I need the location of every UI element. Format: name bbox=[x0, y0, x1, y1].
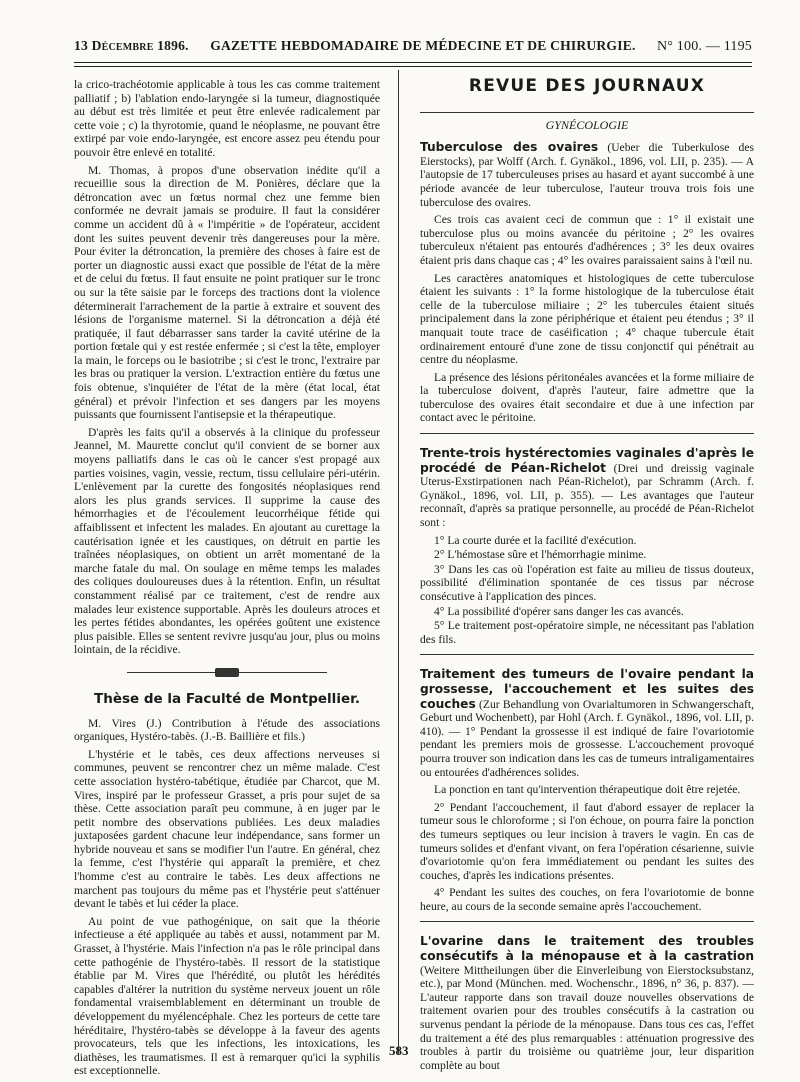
article-intro: (Ueber die Tuberkulose des Eierstocks), par Wolff (Arch. f. Gynäkol., 1896, vol. LII, p. 235). — A l'autopsie de 17 tuberculeuses prises au hasard et ayant succombé à une période avancée de leur tuberculose, l'auteur trouva trois fois une tuberculose des ovaires. bbox=[420, 141, 754, 209]
paragraph: 4° Pendant les suites des couches, on fera l'ovariotomie de bonne heure, au cours de la seconde semaine après l'accouchement. bbox=[420, 886, 754, 913]
list-item: 3° Dans les cas où l'opération est faite au milieu de tissus douteux, possibilité d'élimination spontanée de ces tissus par nécrose consécutive à l'application des pinces. bbox=[420, 562, 754, 603]
header-rule bbox=[74, 62, 752, 63]
header-page-ref: N° 100. — 1195 bbox=[657, 39, 752, 54]
list-item: 4° La possibilité d'opérer sans danger les cas avancés. bbox=[434, 604, 684, 618]
paragraph: M. Thomas, à propos d'une observation inédite qu'il a recueillie sous la direction de M. Ponières, déclare que la détroncation avec un fœtus normal chez une femme bien conformée ne devrait jamais se produire. Il faut la considérer comme un accident dû à « l'impéritie » de l'opérateur, accident dont les suites peuvent devenir très dangereuses pour la mère. Pour éviter la détroncation, la première des choses à faire est de porter un diagnostic aussi exact que possible de l'état de la mère et de celui du fœtus. Il faut ensuite ne point pratiquer sur le tronc ou sur la tête saisie par le forceps des tractions dont la violence déterminerait l'arrachement de la partie à extraire et souvent des lésions de l'organisme maternel. Si la détroncation a déjà été pratiquée, il faut débarrasser sans tarder la cavité utérine de la portion fœtale qui y est restée enfermée ; si c'est la tête, employer la main, le forceps ou le basiotribe ; si c'est le tronc, l'extraire par les bras ou pratiquer la version. L'extraction entière du fœtus une fois obtenue, s'inquiéter de l'état de la mère (état local, état général) et prévoir l'infection et ses dangers par les moyens puissants que fournissent l'antisepsie et la thérapeutique. bbox=[74, 163, 380, 422]
thesis-reference: M. Vires (J.) Contribution à l'étude des associations organiques, Hystéro-tabès. (J.-B. Baillière et fils.) bbox=[74, 716, 380, 744]
article-rule bbox=[420, 654, 754, 655]
paragraph: Au point de vue pathogénique, on sait que la théorie infectieuse a été appliquée au tabès et aussi, notamment par M. Grasset, à l'hystérie. Mais l'infection n'a pas le rôle principal dans cette pathogénie de l'hystéro-tabès. Il ressort de la statistique établie par M. Vires que l'hérédité, ou plutôt les hérédités capables d'altérer la nutrition du système nerveux jouent un rôle fondamental vraisemblablement en déterminant un trouble de développement du myélencéphale. Chez les porteurs de cette tare héréditaire, l'hystéro-tabès se développe à la faveur des agents provocateurs, tels que les infections, les intoxications, les diathèses, les traumatismes. Il est à remarquer qu'ici la syphilis est exceptionnelle. bbox=[74, 914, 380, 1078]
article-title: Tuberculose des ovaires bbox=[420, 140, 599, 155]
article-title: L'ovarine dans le traitement des troubles consécutifs à la ménopause et à la castration bbox=[420, 934, 754, 964]
header-rule-thin bbox=[74, 66, 752, 67]
article bbox=[420, 667, 754, 779]
paragraph: 2° Pendant l'accouchement, il faut d'abord essayer de replacer la tumeur sous le chloroforme ; si l'on échoue, on pourra faire la ponction des tumeurs septiques ou leur incision à travers le vagin. En cas de tumeurs solides et d'enfant vivant, on fera l'opération césarienne, suivie d'ovariotomie qu'on fera immédiatement ou pendant les suites des couches, d'après les indications présentes. bbox=[420, 800, 754, 882]
paragraph: La ponction en tant qu'intervention thérapeutique doit être rejetée. bbox=[434, 783, 741, 797]
paragraph: D'après les faits qu'il a observés à la clinique du professeur Jeannel, M. Maurette conclut qu'il convient de se borner aux moyens palliatifs dans le cas où le cancer s'est propagé aux parties voisines, vagin, vessie, rectum, tissu cellulaire péri-utérin. L'enlèvement par la curette des fongosités néoplasiques rend alors les plus grands services. Il supprime la cause des hémorrhagies et de l'écoulement leucorrhéique fétide qui affaiblissent et infectent les malades. En ajoutant au curettage la cautérisation ignée et les caustiques, on détruit en partie les traînées néoplasiques, on obtient un arrêt momentané de la marche fatale du mal. On soulage en même temps les malades des coliques douloureuses dues à la rétention. Enfin, un résultat constamment réalisé par ce traitement, c'est de rendre aux malades leur existence supportable. Après les douleurs atroces et les pertes fétides abondantes, les opérées goûtent une existence plus paisible. Elles se sentent revivre jusqu'au jour, plus ou moins lointain, de la récidive. bbox=[74, 425, 380, 657]
revue-title: REVUE DES JOURNAUX bbox=[468, 76, 706, 96]
article bbox=[420, 140, 754, 209]
header-title: GAZETTE HEBDOMADAIRE DE MÉDECINE ET DE CHIRURGIE. bbox=[210, 38, 636, 53]
article-intro: (Drei und dreissig vaginale Uterus-Exstirpationen nach Péan-Richelot), par Schramm (Arch. f. Gynäkol., 1896, vol. LII, p. 355). — Les avantages que l'auteur reconnaît, d'après sa pratique personnelle, au procédé de Péan-Richelot sont : bbox=[420, 461, 754, 530]
article-rule bbox=[420, 433, 754, 434]
page-number: 583 bbox=[389, 1043, 409, 1058]
running-header bbox=[74, 38, 752, 60]
article-rule bbox=[420, 921, 754, 922]
list-item: 1° La courte durée et la facilité d'exécution. bbox=[434, 533, 637, 547]
right-column bbox=[420, 78, 754, 1076]
article bbox=[420, 934, 754, 1072]
column-divider bbox=[398, 70, 399, 1055]
article-intro: (Zur Behandlung von Ovarialtumoren in Schwangerschaft, Geburt und Wochenbett), par Hohl (Arch. f. Gynäkol., 1896, vol. LII, p. 410). — 1° Pendant la grossesse il est indiqué de faire l'ovariotomie pendant les premiers mois de grossesse. L'accouchement provoqué pourra trouver son indication dans les cas de tumeurs intraligamentaires ou entourées d'adhérences solides. bbox=[420, 697, 754, 779]
paragraph: Les caractères anatomiques et histologiques de cette tuberculose étaient les suivants : 1° la forme histologique de la tuberculose était celle de la tuberculose miliaire ; 2° les tubercules étaient situés principalement dans la zone périphérique et étaient peu étendus ; 3° il manquait toute trace de caséification ; 4° chaque tubercule était ordinairement entouré d'une zone de tissu conjonctif qui pénétrait au centre du néoplasme. bbox=[420, 271, 754, 367]
article-intro: (Weitere Mittheilungen über die Einverleibung von Eierstocksubstanz, etc.), par Mond (München. med. Wochenschr., 1896, n° 36, p. 837). — L'auteur rapporte dans son travail douze nouvelles observations de traitement ovarien pour des troubles consécutifs à la castration ou survenus pendant la période de la ménopause. Dans tous ces cas, l'effet du traitement a été des plus remarquables : atténuation progressive des troubles à partir du troisième ou quatrième jour, leur disparition complète au bout bbox=[420, 963, 754, 1072]
paragraph: la crico-trachéotomie applicable à tous les cas comme traitement palliatif ; b) l'ablation endo-laryngée si la tumeur, diagnostiquée au début est très limitée et peut être enlevée radicalement par cette voie ; c) la thyrotomie, quand le néoplasme, ne pouvant être extirpé par voie endo-laryngée, est encore assez peu étendu pour pouvoir être enlevé en totalité. bbox=[74, 78, 380, 159]
section-title: Thèse de la Faculté de Montpellier. bbox=[94, 690, 360, 707]
subsection-title: GYNÉCOLOGIE bbox=[545, 117, 629, 132]
header-date: 13 Décembre 1896. bbox=[74, 38, 189, 53]
left-column bbox=[74, 78, 380, 1082]
paragraph: Ces trois cas avaient ceci de commun que : 1° il existait une tuberculose plus ou moins avancée du péritoine ; 2° les ovaires tuberculeux n'étaient pas entourés d'adhérences ; 3° les deux ovaires étaient pris dans chaque cas ; 4° les ovaires paraissaient sains à l'œil nu. bbox=[420, 213, 754, 267]
article bbox=[420, 446, 754, 530]
paragraph: La présence des lésions péritonéales avancées et la forme miliaire de la tuberculose doivent, d'après l'auteur, faire admettre que la tuberculose des ovaires était secondaire et due à une infection par contact avec le péritoine. bbox=[420, 370, 754, 425]
paragraph: L'hystérie et le tabès, ces deux affections nerveuses si communes, peuvent se rencontrer chez un même malade. C'est cette association hystéro-tabétique, étudiée par Charcot, que M. Vires, inspiré par le professeur Grasset, a pris pour sujet de sa thèse. Cette association paraît peu commune, à en juger par le petit nombre des observations publiées. Les deux maladies juxtaposées gardent chacune leur indépendance, sans former un hybride nouveau et sans se modifier l'un l'autre. En général, chez la femme, c'est l'hystérie qui apparaît la première, et chez l'homme c'est au contraire le tabès. Les deux affections ne marchent pas toujours du même pas et l'hystérie peut s'atténuer devant le tabès et lui céder la place. bbox=[74, 747, 380, 911]
article-title: Traitement des tumeurs de l'ovaire pendant la grossesse, l'accouchement et les suites des couches bbox=[420, 667, 754, 711]
list-item: 2° L'hémostase sûre et l'hémorrhagie minime. bbox=[434, 548, 647, 562]
ornament-rule bbox=[127, 667, 327, 679]
list-item: 5° Le traitement post-opératoire simple, ne nécessitant pas l'ablation des fils. bbox=[420, 619, 754, 646]
section-rule bbox=[420, 112, 754, 113]
article-title: Trente-trois hystérectomies vaginales d'après le procédé de Péan-Richelot bbox=[420, 446, 754, 475]
